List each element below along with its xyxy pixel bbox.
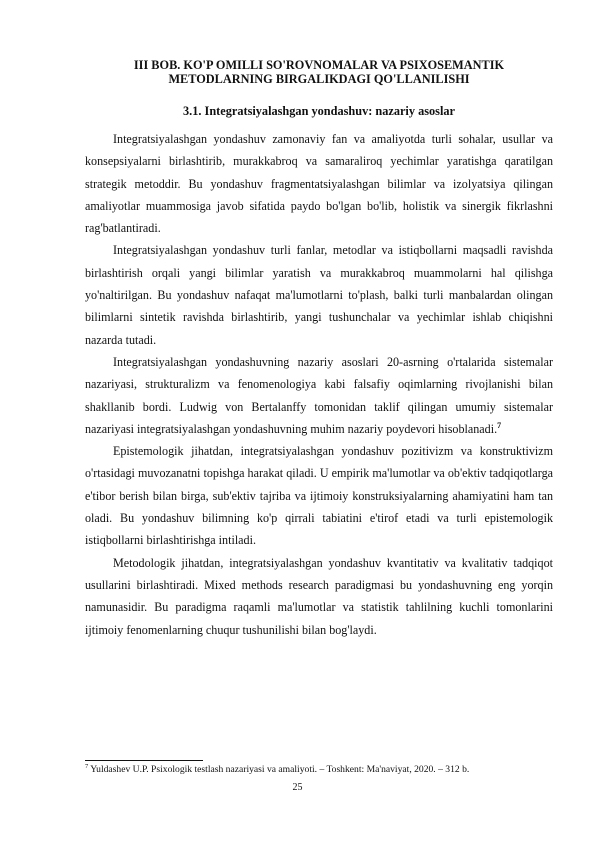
paragraph-2: Integratsiyalashgan yondashuv turli fanlar, metodlar va istiqbollarni maqsadli ravishda birlashtirish orqali yangi bilimlar yaratish va murakkabroq muammolarni hal qilishga yo'naltirilgan. Bu yondashuv nafaqat ma'lumotlarni to'plash, balki turli manbalardan olingan bilimlarni sintetik ravishda birlashtirib, yangi tushunchalar va yechimlar ishlab chiqishni nazarda tutadi.: [85, 243, 553, 347]
footnote-reference[interactable]: 7: [497, 420, 502, 430]
chapter-title-line-1: III BOB. KO'P OMILLI SO'ROVNOMALAR VA PSIXOSEMANTIK: [133, 58, 505, 72]
section-title: 3.1. Integratsiyalashgan yondashuv: nazariy asoslar: [183, 104, 455, 118]
footnote-separator: [85, 760, 203, 761]
page-number: 25: [292, 782, 303, 793]
paragraph-5: Metodologik jihatdan, integratsiyalashgan yondashuv kvantitativ va kvalitativ tadqiqot usullarini birlashtiradi. Mixed methods research paradigmasi bu yondashuvning eng yorqin namunasidir. Bu paradigma raqamli ma'lumotlar va statistik tahlilning kuchli tomonlarini ijtimoiy fenomenlarning chuqur tushunilishi bilan bog'laydi.: [85, 555, 553, 637]
body-text: [85, 128, 553, 641]
chapter-title-line-2: METODLARNING BIRGALIKDAGI QO'LLANILISHI: [168, 72, 470, 86]
footnote: [85, 764, 555, 776]
footnote-text: Yuldashev U.P. Psixologik testlash nazariyasi va amaliyoti. – Toshkent: Ma'naviyat, 2020. – 312 b.: [88, 764, 470, 775]
paragraph-1: Integratsiyalashgan yondashuv zamonaviy fan va amaliyotda turli sohalar, usullar va konsepsiyalarni birlashtirib, murakkabroq va samaraliroq yechimlar yaratishga qaratilgan strategik metoddir. Bu yondashuv fragmentatsiyalashgan bilimlar va izolyatsiya qilingan amaliyotlar muammosiga javob sifatida paydo bo'lgan bo'lib, holistik va sinergik fikrlashni rag'batlantiradi.: [85, 132, 553, 236]
paragraph-3: [85, 351, 553, 440]
paragraph-4: Epistemologik jihatdan, integratsiyalashgan yondashuv pozitivizm va konstruktivizm o'rtasidagi muvozanatni topishga harakat qiladi. U empirik ma'lumotlar va ob'ektiv tadqiqotlarga e'tibor berish bilan birga, sub'ektiv tajriba va ijtimoiy konstruksiyalarning ahamiyatini ham tan oladi. Bu yondashuv bilimning ko'p qirrali tabiatini e'tirof etadi va turli epistemologik istiqbollarni birlashtirishga intiladi.: [85, 444, 553, 548]
footnote-mark: 7: [85, 762, 89, 770]
paragraph-3-text: Integratsiyalashgan yondashuvning nazariy asoslari 20-asrning o'rtalarida sistemalar nazariyasi, strukturalizm va fenomenologiya kabi falsafiy oqimlarning rivojlanishi bilan shakllanib bordi. Ludwig von Bertalanffy tomonidan taklif qilingan umumiy sistemalar nazariyasi integratsiyalashgan yondashuvning muhim nazariy poydevori hisoblanadi.: [85, 354, 553, 436]
chapter-title: [85, 58, 553, 86]
